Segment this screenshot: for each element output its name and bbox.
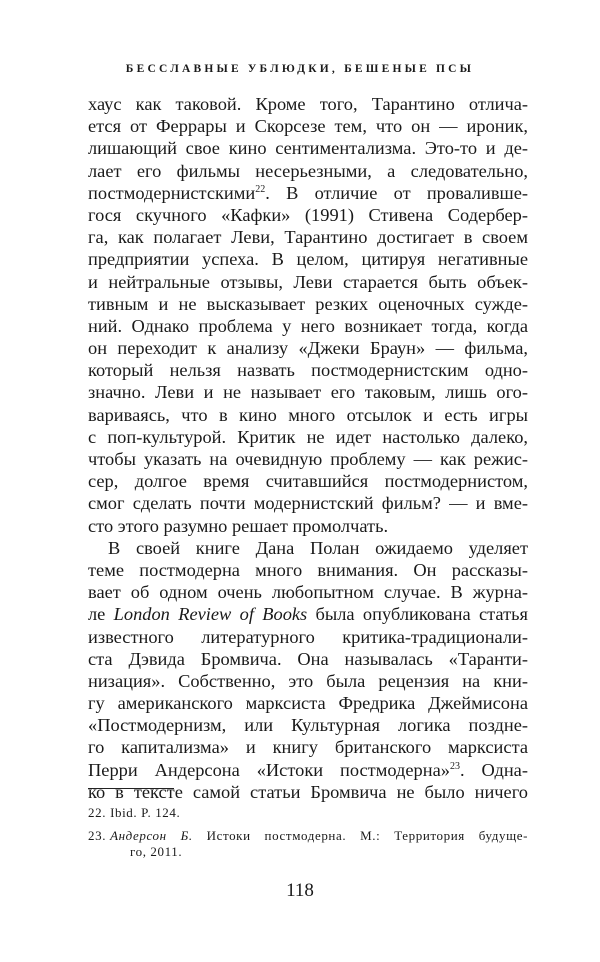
text-line: В своей книге Дана Полан ожидаемо уделяет (108, 537, 528, 558)
text-line: лишающий свое кино сентиментализма. Это-то и де- (88, 138, 528, 159)
text-line: теме постмодерна много внимания. Он рассказы- (88, 559, 528, 580)
text-line: сто этого разумно решает промолчать. (88, 515, 389, 536)
text-line: низация». Собственно, это была рецензия на кни- (88, 670, 528, 691)
text-line: известного литературного критика-традиционали- (88, 626, 528, 647)
text-line: значно. Леви и не называет его таковым, лишь ого- (88, 382, 528, 403)
text-line: с поп-культурой. Критик не идет настолько далеко, (88, 426, 528, 447)
text-line: который нельзя назвать постмодернистским одно- (88, 360, 528, 381)
text-line: «Постмодернизм, или Культурная логика поздне- (88, 715, 528, 736)
text-line: он переходит к анализу «Джеки Браун» — фильма, (88, 338, 528, 359)
footnote-number: 22. (88, 805, 107, 820)
footnote-divider (88, 788, 174, 789)
footnote-ref-23[interactable]: 23 (449, 760, 460, 772)
text-line: га, как полагает Леви, Тарантино достигает в своем (88, 227, 528, 248)
footnote-author: Андерсон Б. (110, 828, 193, 843)
text-line: гося скучного «Кафки» (1991) Стивена Содербер- (88, 204, 528, 225)
text-segment: . Одна- (459, 759, 528, 780)
footnote-text: Ibid. P. 124. (110, 805, 181, 820)
footnote-23 (88, 828, 528, 860)
text-line: ется от Феррары и Скорсезе тем, что он — ироник, (88, 116, 528, 137)
text-segment: . В отличие от провалившe- (265, 182, 528, 203)
text-segment: была опубликована статья (315, 604, 528, 625)
text-line: сер, долгое время считавшийся постмодернистом, (88, 471, 528, 492)
footnote-22 (88, 805, 528, 821)
text-line: лает его фильмы несерьезными, а следовательно, (88, 160, 528, 181)
footnote-ref-22[interactable]: 22 (255, 183, 266, 195)
text-line: вает об одном очень любопытном случае. В журна- (88, 582, 528, 603)
text-segment: постмодернистскими (88, 182, 256, 203)
text-line (88, 603, 528, 625)
text-line: предприятии успеха. В целом, цитируя негативные (88, 249, 528, 270)
text-line (88, 759, 528, 781)
text-line (88, 182, 528, 204)
text-line: хаус как таковой. Кроме того, Тарантино отлича- (88, 94, 528, 114)
text-line: гу американского марксиста Фредрика Джеймисона (88, 693, 528, 714)
text-line: ста Дэвида Бромвича. Она называлась «Таранти- (88, 648, 528, 669)
running-head: БЕССЛАВНЫЕ УБЛЮДКИ, БЕШЕНЫЕ ПСЫ (125, 63, 475, 75)
text-segment: ле (88, 604, 106, 625)
text-line: го капитализма» и книгу британского марксиста (88, 737, 528, 758)
footnote-text-continued: го, 2011. (130, 844, 183, 859)
page-number: 118 (286, 880, 314, 901)
body-text (88, 93, 528, 803)
text-line: тивным и не высказывает резких оценочных сужде- (88, 293, 528, 314)
text-line: вариваясь, что в кино много отсылок и есть игры (88, 404, 528, 425)
footnote-number: 23. (88, 828, 107, 843)
text-line: ко в тексте самой статьи Бромвича не было ничего (88, 781, 528, 802)
text-line: и нейтральные отзывы, Леви старается быть объек- (88, 271, 528, 292)
text-segment: Перри Андерсона «Истоки постмодерна» (88, 759, 450, 780)
footnote-text: Истоки постмодерна. М.: Территория будуще- (206, 828, 528, 843)
text-line: ний. Однако проблема у него возникает тогда, когда (88, 315, 528, 336)
text-line: чтобы указать на очевидную проблему — как режис- (88, 449, 528, 469)
text-line: смог сделать почти модернистский фильм? — и вме- (88, 493, 528, 514)
journal-title: London Review of Books (113, 604, 308, 625)
